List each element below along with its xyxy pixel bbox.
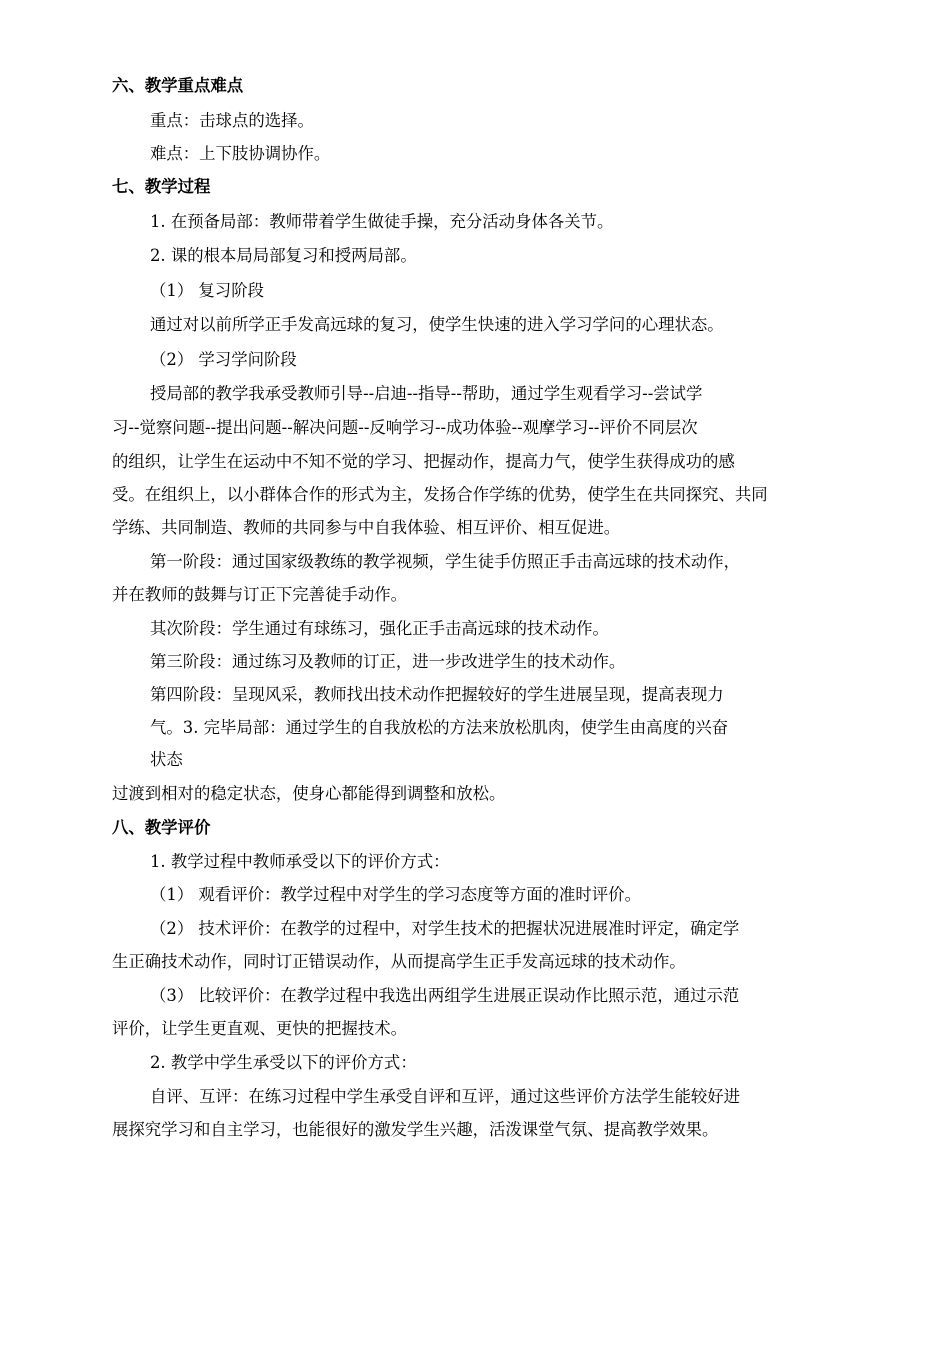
paragraph-line: 第三阶段：通过练习及教师的订正，进一步改进学生的技术动作。 — [150, 652, 626, 671]
paragraph-line: 气。3. 完毕局部：通过学生的自我放松的方法来放松肌肉，使学生由高度的兴奋 — [150, 718, 729, 737]
paragraph-line: 1. 教学过程中教师承受以下的评价方式： — [150, 852, 450, 871]
paragraph-line: 并在教师的鼓舞与订正下完善徒手动作。 — [112, 585, 408, 604]
paragraph-line: 过渡到相对的稳定状态，使身心都能得到调整和放松。 — [112, 784, 506, 803]
paragraph-line: 状态 — [150, 750, 183, 769]
paragraph-line: 2. 教学中学生承受以下的评价方式： — [150, 1053, 417, 1072]
paragraph-line: 习--觉察问题--提出问题--解决问题--反响学习--成功体验--观摩学习--评价不同层次 — [112, 418, 698, 437]
paragraph-line: 的组织，让学生在运动中不知不觉的学习、把握动作，提高力气，使学生获得成功的感 — [112, 452, 735, 471]
paragraph-line: 授局部的教学我承受教师引导--启迪--指导--帮助，通过学生观看学习--尝试学 — [150, 384, 703, 403]
section-heading: 六、教学重点难点 — [112, 76, 244, 95]
paragraph-line: 1. 在预备局部：教师带着学生做徒手操，充分活动身体各关节。 — [150, 212, 614, 231]
paragraph-line: （1） 观看评价：教学过程中对学生的学习态度等方面的准时评价。 — [150, 885, 641, 904]
paragraph-line: 第四阶段：呈现风采，教师找出技术动作把握较好的学生进展呈现，提高表现力 — [150, 685, 724, 704]
paragraph-line: 难点：上下肢协调协作。 — [150, 144, 331, 163]
paragraph-line: 评价，让学生更直观、更快的把握技术。 — [112, 1019, 408, 1038]
paragraph-line: （2） 技术评价：在教学的过程中，对学生技术的把握状况进展准时评定，确定学 — [150, 919, 740, 938]
paragraph-line: 重点：击球点的选择。 — [150, 111, 314, 130]
paragraph-line: 展探究学习和自主学习，也能很好的激发学生兴趣，活泼课堂气氛、提高教学效果。 — [112, 1120, 719, 1139]
paragraph-line: 2. 课的根本局局部复习和授两局部。 — [150, 246, 417, 265]
paragraph-line: 自评、互评：在练习过程中学生承受自评和互评，通过这些评价方法学生能较好进 — [150, 1087, 741, 1106]
paragraph-line: （2） 学习学问阶段 — [150, 350, 297, 369]
paragraph-line: 生正确技术动作，同时订正错误动作，从而提高学生正手发高远球的技术动作。 — [112, 952, 686, 971]
paragraph-line: 通过对以前所学正手发高远球的复习，使学生快速的进入学习学问的心理状态。 — [150, 315, 724, 334]
paragraph-line: 第一阶段：通过国家级教练的教学视频，学生徒手仿照正手击高远球的技术动作， — [150, 552, 741, 571]
paragraph-line: （3） 比较评价：在教学过程中我选出两组学生进展正误动作比照示范，通过示范 — [150, 986, 740, 1005]
paragraph-line: （1） 复习阶段 — [150, 281, 264, 300]
paragraph-line: 学练、共同制造、教师的共同参与中自我体验、相互评价、相互促进。 — [112, 518, 621, 537]
paragraph-line: 受。在组织上，以小群体合作的形式为主，发扬合作学练的优势，使学生在共同探究、共同 — [112, 485, 768, 504]
section-heading: 八、教学评价 — [112, 818, 211, 837]
paragraph-line: 其次阶段：学生通过有球练习，强化正手击高远球的技术动作。 — [150, 619, 609, 638]
section-heading: 七、教学过程 — [112, 177, 211, 196]
